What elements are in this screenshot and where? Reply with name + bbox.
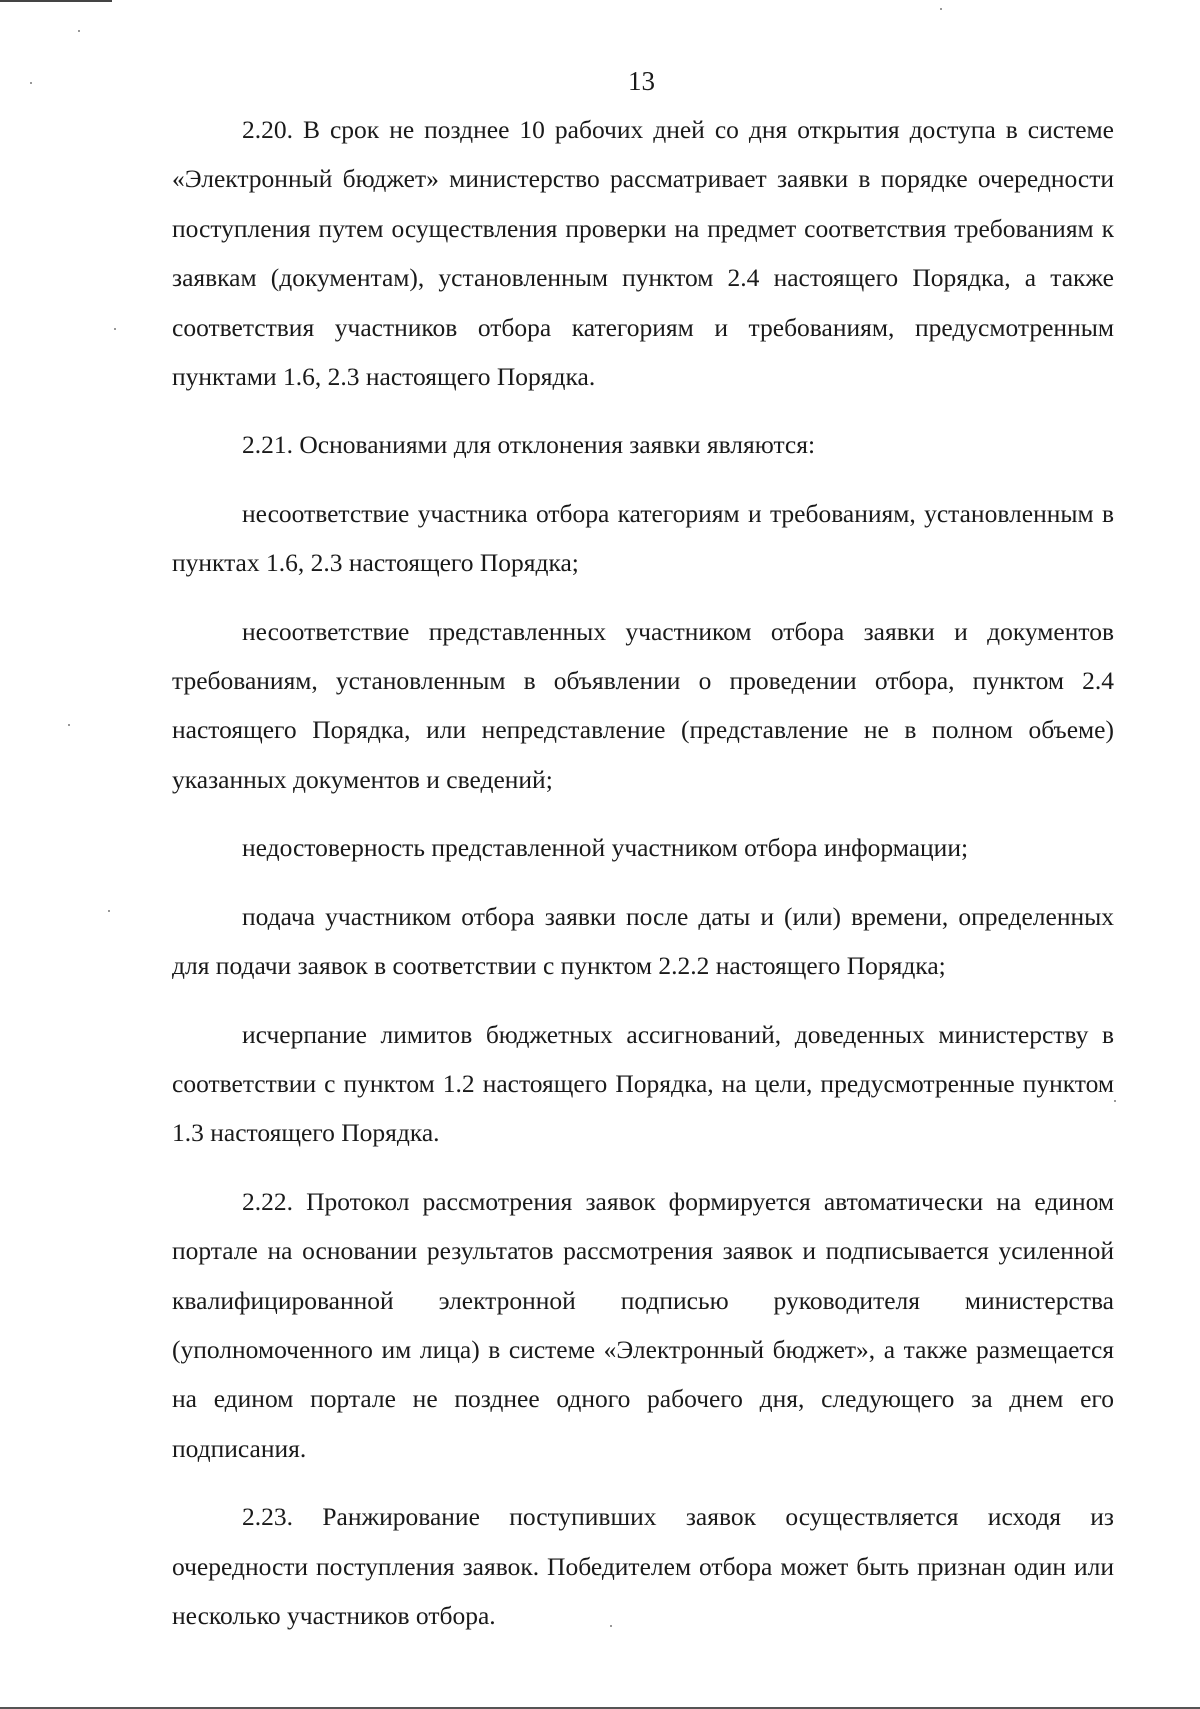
- paragraph-2-22: 2.22. Протокол рассмотрения заявок формируется автоматически на едином портале на основании результатов рассмотрения заявок и подписывается усиленной квалифицированной электронной подписью руководителя министерства (уполномоченного им лица) в системе «Электронный бюджет», а также размещается на едином портале не позднее одного рабочего дня, следующего за днем его подписания.: [172, 1186, 1114, 1463]
- scan-speck: [940, 8, 942, 10]
- page-number: 13: [628, 66, 655, 96]
- scan-speck: [108, 910, 110, 912]
- paragraph-2-21-item: недостоверность представленной участником отбора информации;: [242, 833, 969, 863]
- paragraph-2-21-item: несоответствие представленных участником отбора заявки и документов требованиям, установленным в объявлении о проведении отбора, пунктом 2.4 настоящего Порядка, или непредставление (представление не в полном объеме) указанных документов и сведений;: [172, 616, 1114, 794]
- scan-edge-top: [0, 0, 112, 2]
- paragraph-2-21: 2.21. Основаниями для отклонения заявки являются:: [242, 430, 816, 460]
- paragraph-2-21-item: исчерпание лимитов бюджетных ассигнований, доведенных министерству в соответствии с пунктом 1.2 настоящего Порядка, на цели, предусмотренные пунктом 1.3 настоящего Порядка.: [172, 1019, 1114, 1148]
- paragraph-2-20: 2.20. В срок не позднее 10 рабочих дней со дня открытия доступа в системе «Электронный бюджет» министерство рассматривает заявки в порядке очередности поступления путем осуществления проверки на предмет соответствия требованиям к заявкам (документам), установленным пунктом 2.4 настоящего Порядка, а также соответствия участников отбора категориям и требованиям, предусмотренным пунктами 1.6, 2.3 настоящего Порядка.: [172, 115, 1114, 392]
- scan-speck: [78, 30, 80, 32]
- scan-speck: [114, 328, 116, 330]
- scan-speck: [1114, 1100, 1116, 1102]
- paragraph-2-23: 2.23. Ранжирование поступивших заявок осуществляется исходя из очередности поступления заявок. Победителем отбора может быть признан один или несколько участников отбора.: [172, 1502, 1114, 1630]
- scan-speck: [68, 724, 70, 726]
- paragraph-2-21-item: несоответствие участника отбора категориям и требованиям, установленным в пунктах 1.6, 2.3 настоящего Порядка;: [172, 498, 1114, 578]
- document-body: [172, 105, 1114, 1640]
- paragraph-2-21-item: подача участником отбора заявки после даты и (или) времени, определенных для подачи заявок в соответствии с пунктом 2.2.2 настоящего Порядка;: [172, 901, 1114, 981]
